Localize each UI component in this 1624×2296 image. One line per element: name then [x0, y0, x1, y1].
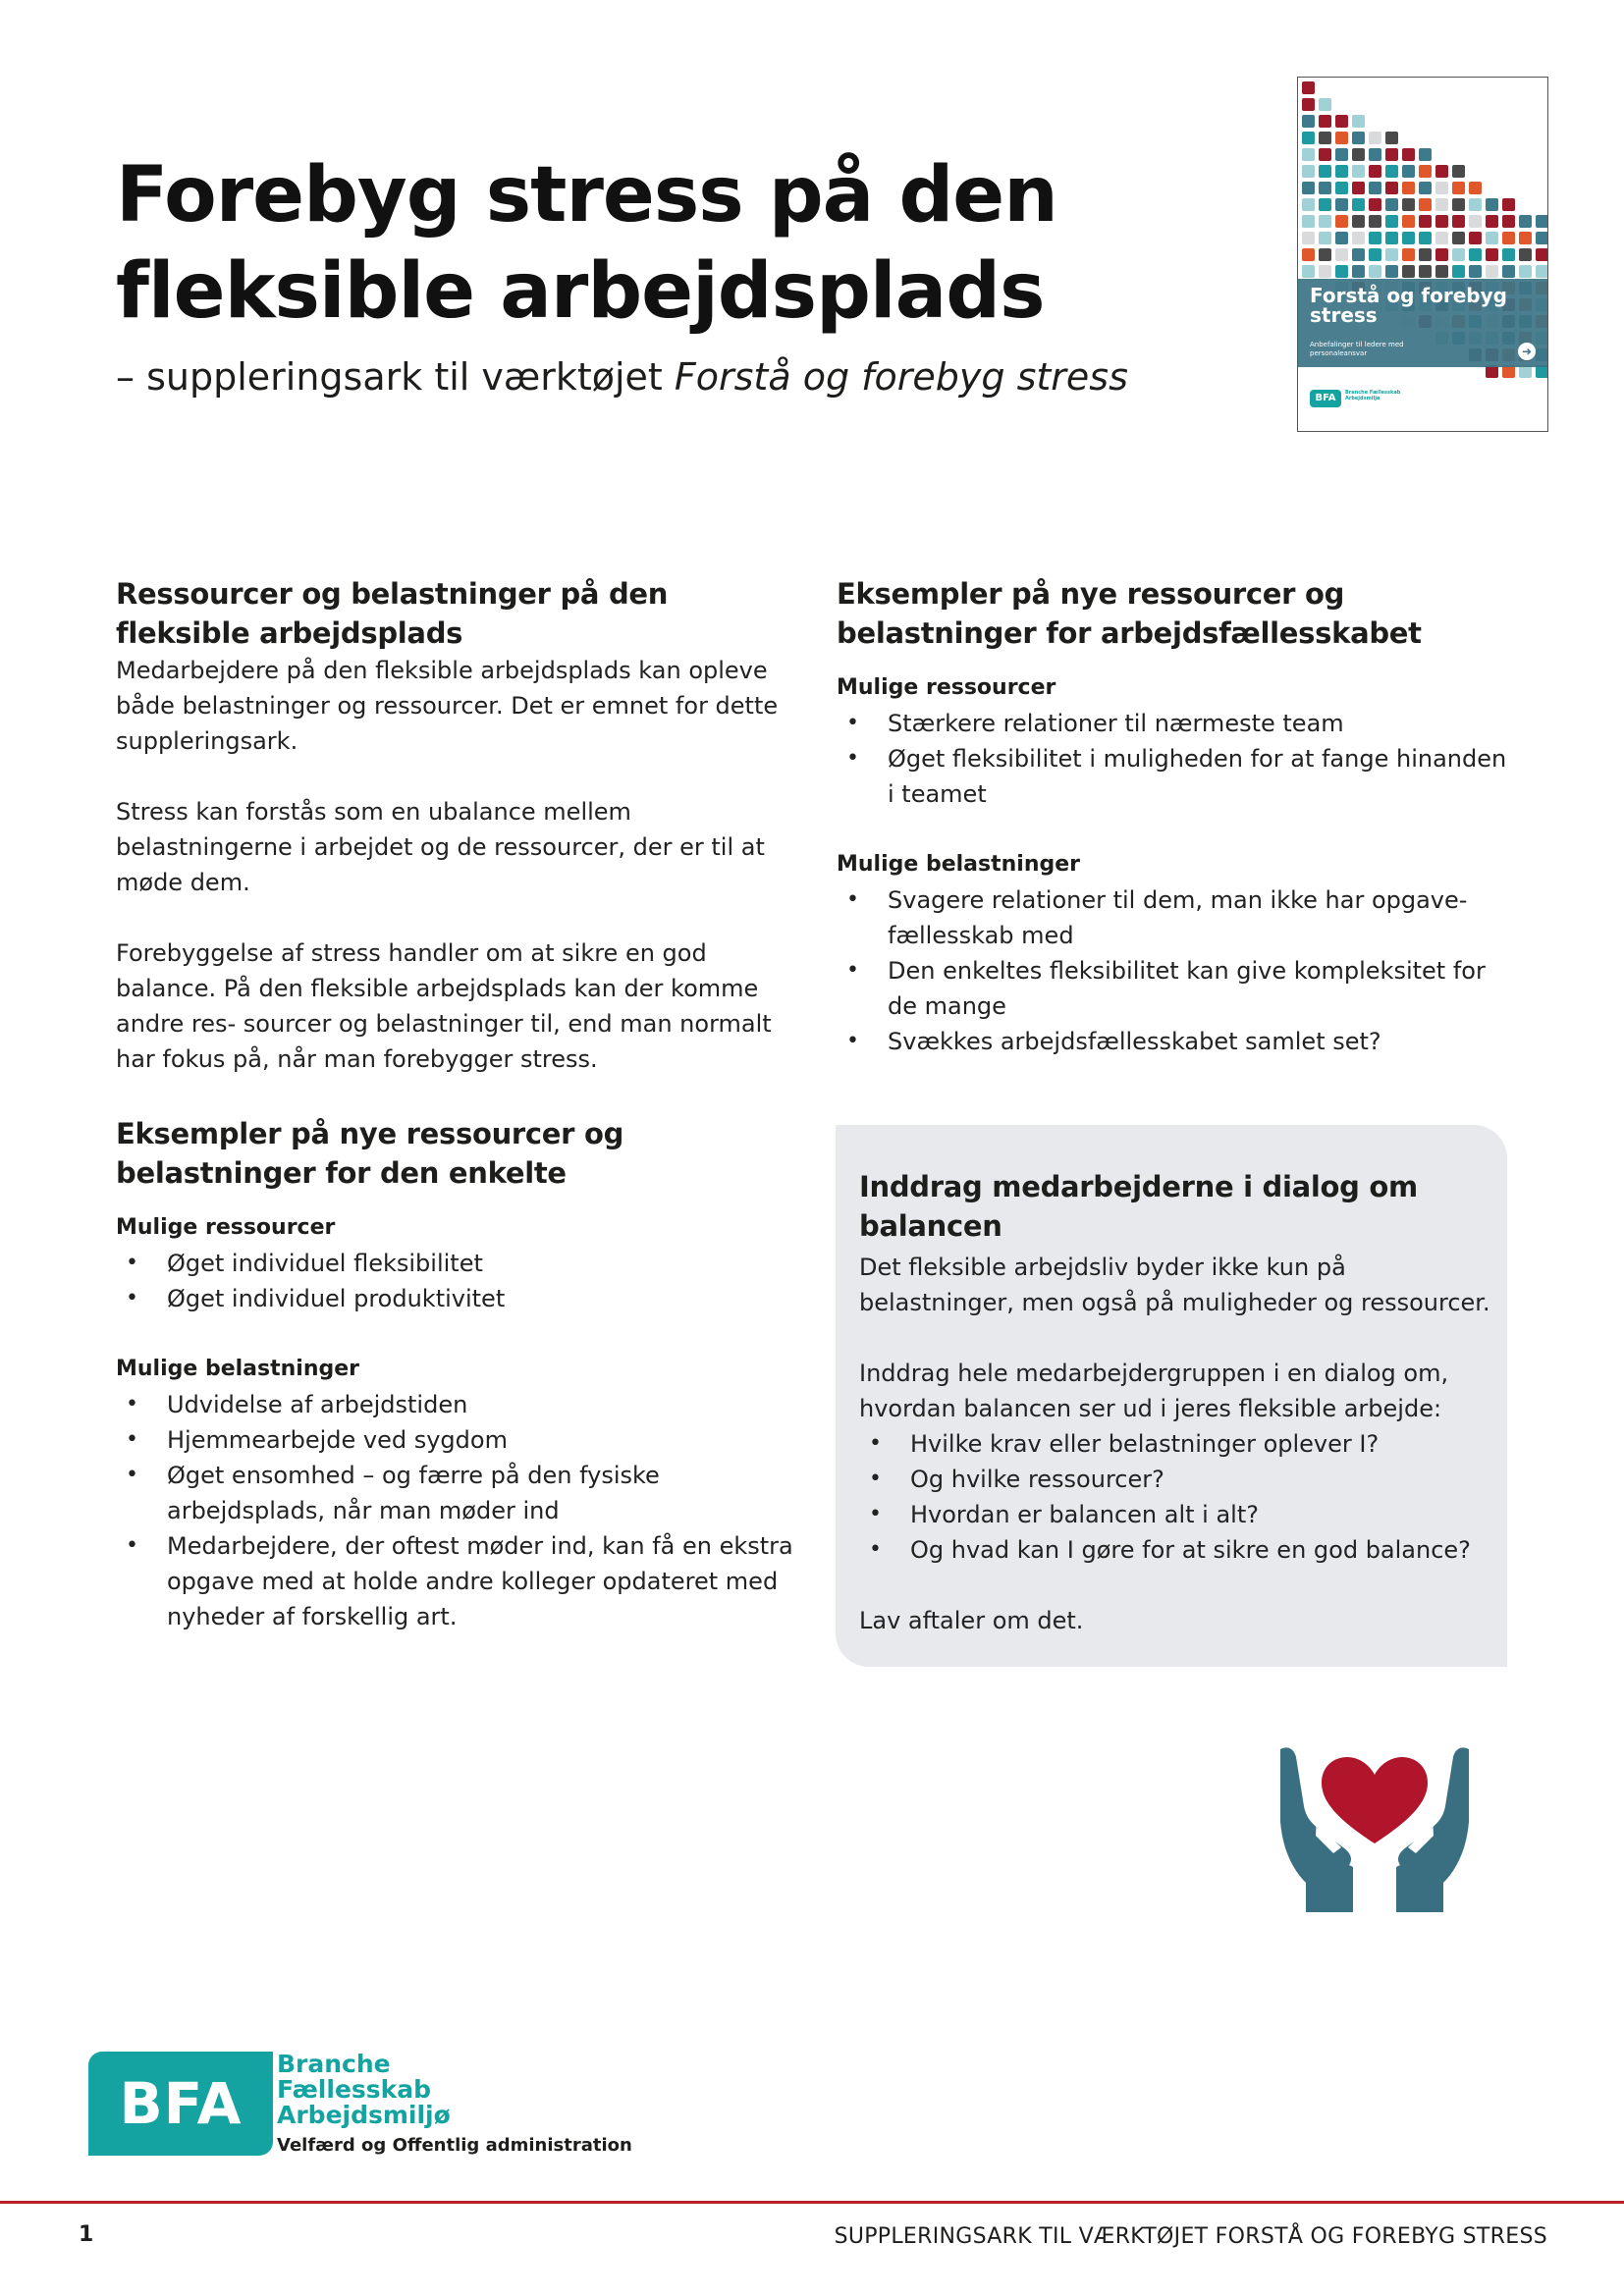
cover-mosaic-tile	[1335, 232, 1348, 244]
subtitle-tool-name: Forstå og forebyg stress	[674, 355, 1128, 399]
list-item: • Hvilke krav eller belastninger oplever I?	[859, 1426, 1497, 1462]
list-item: • Og hvad kan I gøre for at sikre en god balance?	[859, 1532, 1497, 1568]
logo-name-line: Fællesskab	[277, 2075, 432, 2104]
cover-mosaic-tile	[1469, 198, 1482, 211]
left-column	[116, 574, 793, 1634]
cover-title: Forstå og forebyg stress	[1310, 284, 1507, 327]
bfa-logo: BFA	[88, 2052, 273, 2156]
cover-mosaic-tile	[1302, 81, 1315, 94]
cover-mosaic-tile	[1385, 265, 1398, 278]
cover-mosaic-tile	[1319, 148, 1331, 161]
cover-mosaic-tile	[1352, 148, 1365, 161]
cover-mosaic-tile	[1385, 232, 1398, 244]
cover-mosaic-tile	[1419, 148, 1432, 161]
footer-text: SUPPLERINGSARK TIL VÆRKTØJET FORSTÅ OG FOREBYG STRESS	[834, 2224, 1547, 2249]
cover-mosaic-tile	[1402, 182, 1415, 194]
cover-mosaic-tile	[1302, 215, 1315, 228]
cover-mosaic-tile	[1302, 115, 1315, 128]
cover-mosaic-tile	[1469, 265, 1482, 278]
cover-mosaic-tile	[1302, 182, 1315, 194]
cover-mosaic-tile	[1385, 215, 1398, 228]
cover-mosaic-tile	[1369, 248, 1381, 261]
cover-mosaic-tile	[1402, 215, 1415, 228]
cover-mosaic	[1298, 78, 1547, 431]
cover-mosaic-tile	[1435, 215, 1448, 228]
booklet-cover-image	[1297, 77, 1548, 432]
burdens-list	[837, 882, 1514, 1059]
cover-mosaic-tile	[1435, 182, 1448, 194]
title-line-2: fleksible arbejdsplads	[116, 247, 1045, 336]
info-box-heading: Inddrag medarbejderne i dialog om balancen	[859, 1170, 1418, 1243]
cover-mosaic-tile	[1302, 165, 1315, 178]
page-number: 1	[79, 2222, 94, 2247]
cover-mosaic-tile	[1536, 248, 1547, 261]
cover-mosaic-tile	[1369, 132, 1381, 144]
cover-mosaic-tile	[1352, 115, 1365, 128]
cover-mosaic-tile	[1536, 265, 1547, 278]
cover-mosaic-tile	[1335, 165, 1348, 178]
cover-mosaic-tile	[1369, 165, 1381, 178]
cover-mosaic-tile	[1502, 265, 1515, 278]
cover-mosaic-tile	[1335, 215, 1348, 228]
cover-mosaic-tile	[1352, 265, 1365, 278]
cover-mosaic-tile	[1419, 182, 1432, 194]
cover-mosaic-tile	[1452, 265, 1465, 278]
cover-mosaic-tile	[1452, 248, 1465, 261]
cover-mosaic-tile	[1319, 115, 1331, 128]
list-item: • Øget ensomhed – og færre på den fysiske arbejdsplads, når man møder ind	[116, 1458, 793, 1528]
cover-mosaic-tile	[1319, 132, 1331, 144]
cover-mosaic-tile	[1536, 215, 1547, 228]
cover-mosaic-tile	[1435, 165, 1448, 178]
cover-mosaic-tile	[1452, 198, 1465, 211]
list-item: • Svagere relationer til dem, man ikke har opgave- fællesskab med	[837, 882, 1514, 953]
paragraph: Stress kan forstås som en ubalance mellem belastningerne i arbejdet og de ressourcer, der er til at møde dem.	[116, 798, 765, 896]
closing-text: Lav aftaler om det.	[859, 1607, 1084, 1634]
cover-mosaic-tile	[1352, 165, 1365, 178]
cover-mosaic-tile	[1302, 148, 1315, 161]
paragraph: Det fleksible arbejdsliv byder ikke kun på belastninger, men også på muligheder og ressourcer.	[859, 1254, 1490, 1316]
list-item: • Og hvilke ressourcer?	[859, 1462, 1497, 1497]
cover-mosaic-tile	[1335, 198, 1348, 211]
cover-mosaic-tile	[1352, 198, 1365, 211]
cover-mosaic-tile	[1369, 148, 1381, 161]
subheading-resources: Mulige ressourcer	[837, 675, 1056, 700]
bfa-name	[277, 2052, 571, 2128]
cover-mosaic-tile	[1402, 165, 1415, 178]
cover-mosaic-tile	[1385, 165, 1398, 178]
section-heading: Eksempler på nye ressourcer og belastninger for den enkelte	[116, 1117, 624, 1190]
cover-mosaic-tile	[1502, 232, 1515, 244]
cover-mosaic-tile	[1435, 232, 1448, 244]
cover-mosaic-tile	[1502, 248, 1515, 261]
cover-mosaic-tile	[1319, 248, 1331, 261]
cover-mosaic-tile	[1519, 248, 1532, 261]
cover-logo: BFA	[1310, 390, 1341, 407]
info-box-content	[859, 1167, 1497, 1638]
cover-mosaic-tile	[1369, 215, 1381, 228]
cover-mosaic-tile	[1419, 215, 1432, 228]
cover-mosaic-tile	[1352, 232, 1365, 244]
cover-logo-text: Branche Fællesskab Arbejdsmiljø	[1345, 390, 1401, 401]
subheading-resources: Mulige ressourcer	[116, 1215, 336, 1240]
cover-mosaic-tile	[1452, 182, 1465, 194]
list-item: • Udvidelse af arbejdstiden	[116, 1387, 793, 1422]
section-heading: Eksempler på nye ressourcer og belastninger for arbejdsfællesskabet	[837, 577, 1422, 650]
paragraph: Medarbejdere på den fleksible arbejdsplads kan opleve både belastninger og ressourcer. Det er emnet for dette suppleringsark.	[116, 657, 779, 755]
cover-mosaic-tile	[1502, 198, 1515, 211]
cover-mosaic-tile	[1335, 115, 1348, 128]
list-item: • Den enkeltes fleksibilitet kan give kompleksitet for de mange	[837, 953, 1514, 1024]
cover-mosaic-tile	[1486, 198, 1498, 211]
subheading-burdens: Mulige belastninger	[116, 1357, 360, 1381]
cover-mosaic-tile	[1335, 248, 1348, 261]
paragraph: Forebyggelse af stress handler om at sikre en god balance. På den fleksible arbejdsplads kan der komme andre res- sourcer og belastninger til, end man normalt har fokus på, når man forebygger stress.	[116, 939, 772, 1073]
cover-mosaic-tile	[1435, 265, 1448, 278]
cover-mosaic-tile	[1486, 232, 1498, 244]
logo-name-line: Branche	[277, 2050, 391, 2078]
cover-mosaic-tile	[1469, 182, 1482, 194]
cover-mosaic-tile	[1369, 232, 1381, 244]
cover-mosaic-tile	[1469, 248, 1482, 261]
cover-mosaic-tile	[1335, 148, 1348, 161]
cover-mosaic-tile	[1502, 215, 1515, 228]
right-column	[837, 574, 1514, 1059]
cover-mosaic-tile	[1352, 182, 1365, 194]
cover-mosaic-tile	[1486, 248, 1498, 261]
cover-mosaic-tile	[1319, 165, 1331, 178]
cover-mosaic-tile	[1469, 232, 1482, 244]
cover-mosaic-tile	[1486, 265, 1498, 278]
cover-mosaic-tile	[1335, 132, 1348, 144]
cover-mosaic-tile	[1419, 232, 1432, 244]
cover-mosaic-tile	[1319, 182, 1331, 194]
list-item: • Medarbejdere, der oftest møder ind, kan få en ekstra opgave med at holde andre kolleger opdateret med nyheder af forskellig art.	[116, 1528, 793, 1634]
cover-mosaic-tile	[1385, 148, 1398, 161]
page-title	[116, 147, 1235, 340]
cover-mosaic-tile	[1302, 132, 1315, 144]
resources-list	[116, 1246, 793, 1316]
subheading-burdens: Mulige belastninger	[837, 852, 1081, 877]
cover-mosaic-tile	[1302, 198, 1315, 211]
cover-mosaic-tile	[1352, 215, 1365, 228]
cover-mosaic-tile	[1335, 182, 1348, 194]
cover-mosaic-tile	[1385, 132, 1398, 144]
cover-mosaic-tile	[1486, 215, 1498, 228]
cover-mosaic-tile	[1419, 165, 1432, 178]
cover-mosaic-tile	[1402, 248, 1415, 261]
cover-mosaic-tile	[1352, 248, 1365, 261]
section-heading: Ressourcer og belastninger på den fleksible arbejdsplads	[116, 577, 669, 650]
list-item: • Stærkere relationer til nærmeste team	[837, 706, 1514, 741]
cover-mosaic-tile	[1335, 265, 1348, 278]
cover-mosaic-tile	[1319, 232, 1331, 244]
cover-mosaic-tile	[1369, 265, 1381, 278]
paragraph: Inddrag hele medarbejdergruppen i en dialog om, hvordan balancen ser ud i jeres fleksible arbejde:	[859, 1360, 1449, 1422]
cover-mosaic-tile	[1402, 198, 1415, 211]
cover-subtitle: Anbefalinger til ledere med personaleansvar	[1310, 341, 1404, 357]
cover-mosaic-tile	[1469, 215, 1482, 228]
footer-divider	[0, 2201, 1624, 2204]
cover-mosaic-tile	[1519, 265, 1532, 278]
cover-mosaic-tile	[1402, 265, 1415, 278]
cover-mosaic-tile	[1419, 198, 1432, 211]
resources-list	[837, 706, 1514, 812]
arrow-right-icon: ➜	[1518, 343, 1536, 360]
cover-mosaic-tile	[1402, 148, 1415, 161]
list-item: • Øget individuel fleksibilitet	[116, 1246, 793, 1281]
cover-mosaic-tile	[1319, 215, 1331, 228]
cover-mosaic-tile	[1319, 265, 1331, 278]
logo-name-line: Arbejdsmiljø	[277, 2101, 451, 2129]
cover-mosaic-tile	[1385, 248, 1398, 261]
cover-mosaic-tile	[1419, 248, 1432, 261]
cover-mosaic-tile	[1352, 132, 1365, 144]
cover-mosaic-tile	[1302, 232, 1315, 244]
cover-mosaic-tile	[1385, 198, 1398, 211]
list-item: • Øget fleksibilitet i muligheden for at fange hinanden i teamet	[837, 741, 1514, 812]
cover-mosaic-tile	[1369, 198, 1381, 211]
cover-mosaic-tile	[1519, 232, 1532, 244]
cover-mosaic-tile	[1435, 198, 1448, 211]
list-item: • Øget individuel produktivitet	[116, 1281, 793, 1316]
cover-mosaic-tile	[1419, 265, 1432, 278]
cover-mosaic-tile	[1369, 182, 1381, 194]
title-line-1: Forebyg stress på den	[116, 151, 1057, 240]
page-subtitle	[116, 353, 1245, 400]
cover-mosaic-tile	[1319, 98, 1331, 111]
burdens-list	[116, 1387, 793, 1634]
cover-mosaic-tile	[1435, 248, 1448, 261]
cover-mosaic-tile	[1536, 232, 1547, 244]
hands-heart-icon	[1276, 1737, 1473, 1914]
cover-mosaic-tile	[1452, 215, 1465, 228]
cover-mosaic-tile	[1385, 182, 1398, 194]
cover-mosaic-tile	[1452, 165, 1465, 178]
cover-mosaic-tile	[1302, 248, 1315, 261]
subtitle-prefix: – suppleringsark til værktøjet	[116, 355, 675, 399]
list-item: • Hjemmearbejde ved sygdom	[116, 1422, 793, 1458]
bfa-sector: Velfærd og Offentlig administration	[277, 2135, 632, 2156]
cover-mosaic-tile	[1302, 265, 1315, 278]
cover-mosaic-tile	[1319, 198, 1331, 211]
list-item: • Hvordan er balancen alt i alt?	[859, 1497, 1497, 1532]
cover-mosaic-tile	[1302, 98, 1315, 111]
cover-mosaic-tile	[1452, 232, 1465, 244]
list-item: • Svækkes arbejdsfællesskabet samlet set?	[837, 1024, 1514, 1059]
cover-mosaic-tile	[1402, 232, 1415, 244]
questions-list	[859, 1426, 1497, 1568]
cover-mosaic-tile	[1519, 215, 1532, 228]
